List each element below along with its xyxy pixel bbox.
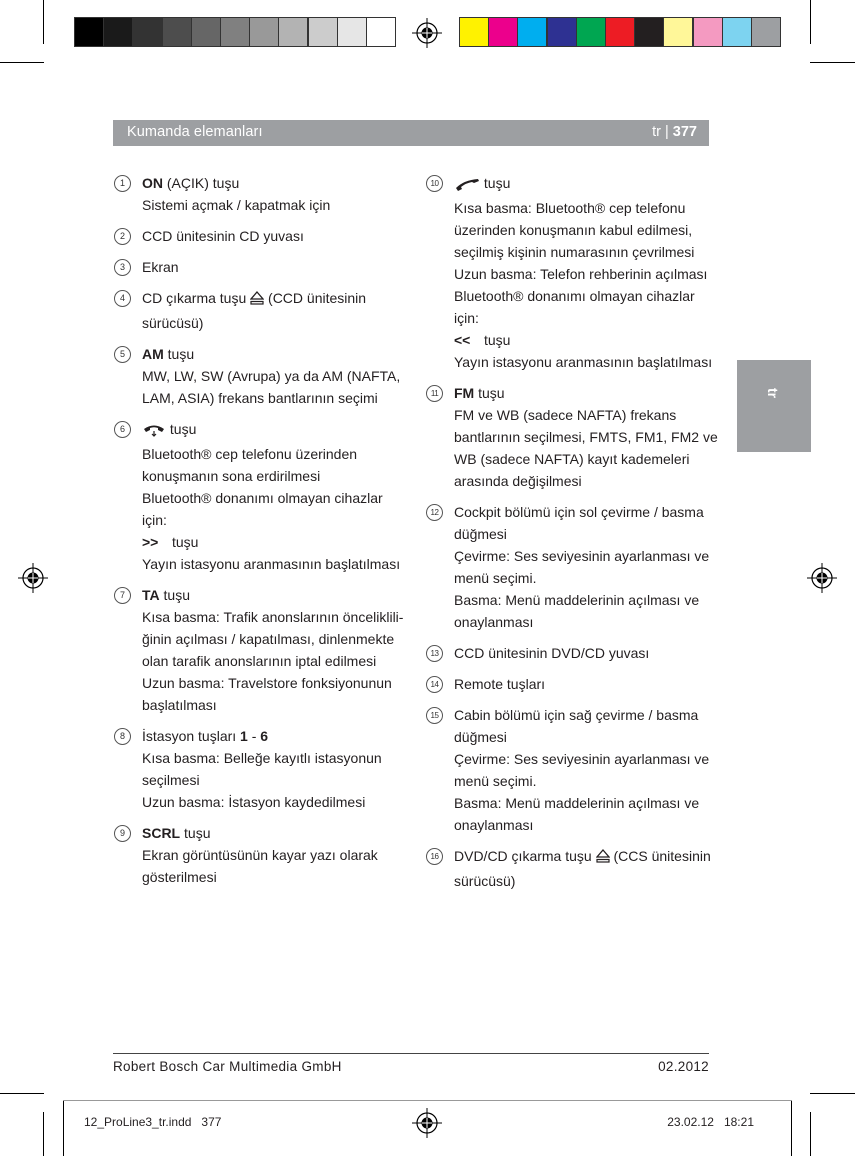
right-column	[430, 172, 724, 901]
color-swatch	[278, 17, 308, 47]
line-text: üzerinden konuşmanın kabul edilmesi,	[454, 222, 693, 238]
color-swatch	[634, 17, 664, 47]
line-text: Çevirme: Ses seviyesinin ayarlanması ve	[454, 751, 710, 767]
item-text-line	[142, 628, 412, 650]
line-text: Uzun basma: Telefon rehberinin açılması	[454, 266, 708, 282]
item-text-line	[454, 814, 724, 836]
item-text-line	[142, 387, 412, 409]
item-text-line	[142, 465, 412, 487]
item-text-line	[454, 792, 724, 814]
item-text-line	[142, 365, 412, 387]
line-text: tuşu	[172, 534, 199, 550]
language-code: tr	[652, 124, 661, 140]
line-text: tuşu	[484, 332, 511, 348]
item-number-badge: 15	[426, 707, 443, 724]
item-text-line	[454, 470, 724, 492]
color-swatch	[605, 17, 635, 47]
item-text-line	[142, 822, 412, 844]
item-text-line	[454, 307, 724, 329]
line-text: CD çıkarma tuşu	[142, 290, 251, 306]
item-text-line	[142, 844, 412, 866]
eject-icon	[250, 290, 264, 312]
item-text-line	[142, 287, 412, 312]
line-text: menü seçimi.	[454, 570, 537, 586]
crop-mark	[0, 1093, 44, 1094]
list-item	[119, 172, 412, 216]
list-item	[430, 642, 724, 664]
crop-mark	[63, 1100, 64, 1156]
crop-mark	[791, 1100, 792, 1156]
color-swatch	[103, 17, 133, 47]
item-text-line	[142, 694, 412, 716]
color-swatch	[191, 17, 221, 47]
item-text-line	[454, 545, 724, 567]
list-item	[430, 382, 724, 492]
line-text: Uzun basma: İstasyon kaydedilmesi	[142, 794, 366, 810]
list-item	[119, 584, 412, 716]
slug-timestamp: 23.02.12 18:21	[667, 1115, 754, 1129]
item-text-line	[142, 194, 412, 216]
color-swatch	[337, 17, 367, 47]
line-text: CCD ünitesinin DVD/CD yuvası	[454, 645, 650, 661]
line-text: sürücüsü)	[142, 315, 204, 331]
line-text: MW, LW, SW (Avrupa) ya da AM (NAFTA,	[142, 368, 401, 384]
line-text: tuşu	[474, 385, 505, 401]
line-text: Bluetooth® donanımı olmayan cihazlar	[454, 288, 695, 304]
item-text-line	[142, 866, 412, 888]
line-text: düğmesi	[454, 729, 507, 745]
item-number-badge: 2	[114, 228, 131, 245]
key-name: ON	[142, 175, 163, 191]
line-text: Sistemi açmak / kapatmak için	[142, 197, 331, 213]
line-text: Cabin bölümü için sağ çevirme / basma	[454, 707, 699, 723]
color-swatch	[722, 17, 752, 47]
item-number-badge: 10	[426, 175, 443, 192]
list-item	[430, 845, 724, 892]
line-text: onaylanması	[454, 817, 534, 833]
list-item	[119, 725, 412, 813]
line-text: (CCD ünitesinin	[264, 290, 367, 306]
seek-symbol: <<	[454, 332, 471, 348]
item-text-line	[142, 650, 412, 672]
crop-mark	[43, 0, 44, 44]
item-text-line	[142, 225, 412, 247]
item-text-line	[142, 487, 412, 509]
line-text: DVD/CD çıkarma tuşu	[454, 848, 596, 864]
item-text-line	[454, 448, 724, 470]
item-text-line	[142, 553, 412, 575]
color-swatch	[576, 17, 606, 47]
section-title: Kumanda elemanları	[127, 124, 263, 140]
line-text: Yayın istasyonu aranmasının başlatılması	[142, 556, 401, 572]
item-text-line	[454, 197, 724, 219]
key-name: AM	[142, 346, 164, 362]
color-swatch	[220, 17, 250, 47]
line-text: Uzun basma: Travelstore fonksiyonunun	[142, 675, 392, 691]
line-text: için:	[142, 512, 167, 528]
line-text: konuşmanın sona erdirilmesi	[142, 468, 321, 484]
key-name: SCRL	[142, 825, 181, 841]
line-text: Bluetooth® cep telefonu üzerinden	[142, 446, 358, 462]
line-text: seçilmiş kişinin numarasının çevrilmesi	[454, 244, 695, 260]
crop-mark	[810, 62, 855, 63]
item-text-line	[454, 426, 724, 448]
item-text-line	[454, 263, 724, 285]
color-swatch	[693, 17, 723, 47]
item-text-line	[454, 642, 724, 664]
item-number-badge: 14	[426, 676, 443, 693]
list-item	[430, 704, 724, 836]
item-text-line	[454, 219, 724, 241]
item-number-badge: 13	[426, 645, 443, 662]
section-header-bar	[113, 120, 709, 146]
list-item	[119, 287, 412, 334]
line-text: tuşu	[166, 421, 197, 437]
item-text-line	[454, 382, 724, 404]
eject-icon	[596, 848, 610, 870]
key-name: 1	[240, 728, 248, 744]
slug-rule	[63, 1100, 792, 1101]
color-swatch	[308, 17, 338, 47]
line-text: İstasyon tuşları	[142, 728, 241, 744]
line-text: sürücüsü)	[454, 873, 516, 889]
footer-date: 02.2012	[658, 1059, 709, 1074]
line-text: Cockpit bölümü için sol çevirme / basma	[454, 504, 704, 520]
item-text-line	[142, 672, 412, 694]
item-text-line	[454, 748, 724, 770]
item-text-line	[142, 172, 412, 194]
line-text: olan tarafik anonslarının iptal edilmesi	[142, 653, 377, 669]
list-item	[430, 673, 724, 695]
item-text-line	[454, 673, 724, 695]
key-name: TA	[142, 587, 160, 603]
list-item	[119, 418, 412, 575]
item-text-line	[142, 531, 412, 553]
line-text: menü seçimi.	[454, 773, 537, 789]
item-text-line	[142, 769, 412, 791]
left-column	[119, 172, 412, 897]
item-text-line	[142, 584, 412, 606]
item-text-line	[454, 567, 724, 589]
page-number: 377	[672, 124, 697, 140]
color-swatch	[366, 17, 396, 47]
line-text: düğmesi	[454, 526, 507, 542]
list-item	[119, 343, 412, 409]
crop-mark	[0, 62, 44, 63]
item-text-line	[142, 418, 412, 443]
item-text-line	[454, 523, 724, 545]
registration-mark-icon	[412, 18, 442, 48]
key-name: 6	[260, 728, 269, 744]
line-text: ğinin açılması / kapatılması, dinlenmekte	[142, 631, 395, 647]
item-number-badge: 6	[114, 421, 131, 438]
slug-filename: 12_ProLine3_tr.indd 377	[84, 1115, 222, 1129]
line-text: WB (sadece NAFTA) kayıt kademeleri	[454, 451, 690, 467]
line-text: Çevirme: Ses seviyesinin ayarlanması ve	[454, 548, 710, 564]
line-text: Kısa basma: Trafik anonslarının önceliklili-	[142, 609, 404, 625]
item-text-line	[142, 343, 412, 365]
language-side-tab	[737, 360, 811, 452]
line-text: FM ve WB (sadece NAFTA) frekans	[454, 407, 677, 423]
list-item	[430, 501, 724, 633]
list-item	[430, 172, 724, 373]
item-text-line	[454, 770, 724, 792]
item-text-line	[142, 725, 412, 747]
line-text: Basma: Menü maddelerinin açılması ve	[454, 795, 700, 811]
item-number-badge: 7	[114, 587, 131, 604]
item-text-line	[454, 404, 724, 426]
phone-pickup-icon	[454, 175, 480, 197]
crop-mark	[810, 1093, 855, 1094]
line-text: (CCS ünitesinin	[609, 848, 711, 864]
line-text: arasında değişilmesi	[454, 473, 582, 489]
item-number-badge: 11	[426, 385, 443, 402]
line-text: (AÇIK) tuşu	[163, 175, 240, 191]
item-number-badge: 12	[426, 504, 443, 521]
line-text: başlatılması	[142, 697, 217, 713]
language-side-tab-label: tr	[765, 388, 781, 399]
list-item	[119, 822, 412, 888]
seek-symbol: >>	[142, 534, 159, 550]
line-text: Kısa basma: Belleğe kayıtlı istasyonun	[142, 750, 382, 766]
item-text-line	[454, 329, 724, 351]
line-text: tuşu	[480, 175, 511, 191]
registration-mark-icon	[18, 563, 48, 593]
line-text: LAM, ASIA) frekans bantlarının seçimi	[142, 390, 378, 406]
line-text: Ekran	[142, 259, 179, 275]
line-text: tuşu	[159, 587, 190, 603]
item-number-badge: 4	[114, 290, 131, 307]
item-text-line	[454, 845, 724, 870]
line-text: bantlarının seçilmesi, FMTS, FM1, FM2 ve	[454, 429, 718, 445]
phone-hangup-icon	[142, 421, 166, 443]
registration-mark-icon	[807, 563, 837, 593]
line-text: için:	[454, 310, 479, 326]
item-text-line	[142, 312, 412, 334]
color-swatch	[663, 17, 693, 47]
item-text-line	[454, 589, 724, 611]
item-text-line	[142, 509, 412, 531]
item-text-line	[454, 351, 724, 373]
item-text-line	[142, 606, 412, 628]
line-text: -	[247, 728, 261, 744]
line-text: onaylanması	[454, 614, 534, 630]
footer-rule	[113, 1053, 709, 1054]
item-text-line	[142, 443, 412, 465]
line-text: tuşu	[180, 825, 211, 841]
crop-mark	[810, 1112, 811, 1156]
item-number-badge: 3	[114, 259, 131, 276]
crop-mark	[810, 0, 811, 44]
item-number-badge: 16	[426, 848, 443, 865]
crop-mark	[43, 1112, 44, 1156]
item-text-line	[142, 747, 412, 769]
list-item	[119, 225, 412, 247]
line-text: Bluetooth® donanımı olmayan cihazlar	[142, 490, 383, 506]
line-text: gösterilmesi	[142, 869, 217, 885]
color-swatch	[459, 17, 489, 47]
color-swatch	[132, 17, 162, 47]
item-text-line	[142, 256, 412, 278]
registration-mark-icon	[412, 1108, 442, 1138]
line-text: Basma: Menü maddelerinin açılması ve	[454, 592, 700, 608]
line-text: Ekran görüntüsünün kayar yazı olarak	[142, 847, 378, 863]
page-indicator: tr | 377	[652, 124, 697, 140]
item-number-badge: 5	[114, 346, 131, 363]
color-swatch	[488, 17, 518, 47]
color-swatch	[517, 17, 547, 47]
color-swatch	[74, 17, 104, 47]
line-text: CCD ünitesinin CD yuvası	[142, 228, 304, 244]
item-text-line	[454, 870, 724, 892]
item-text-line	[454, 726, 724, 748]
color-swatch	[547, 17, 577, 47]
line-text: Yayın istasyonu aranmasının başlatılması	[454, 354, 713, 370]
item-text-line	[142, 791, 412, 813]
item-text-line	[454, 501, 724, 523]
item-number-badge: 9	[114, 825, 131, 842]
item-text-line	[454, 704, 724, 726]
item-text-line	[454, 285, 724, 307]
item-number-badge: 1	[114, 175, 131, 192]
line-text: Kısa basma: Bluetooth® cep telefonu	[454, 200, 686, 216]
line-text: tuşu	[163, 346, 195, 362]
footer-company: Robert Bosch Car Multimedia GmbH	[113, 1059, 342, 1074]
color-swatch	[751, 17, 781, 47]
item-number-badge: 8	[114, 728, 131, 745]
line-text: Remote tuşları	[454, 676, 546, 692]
key-name: FM	[454, 385, 475, 401]
item-text-line	[454, 172, 724, 197]
color-swatch	[249, 17, 279, 47]
line-text: seçilmesi	[142, 772, 200, 788]
item-text-line	[454, 241, 724, 263]
color-swatch	[162, 17, 192, 47]
item-text-line	[454, 611, 724, 633]
list-item	[119, 256, 412, 278]
